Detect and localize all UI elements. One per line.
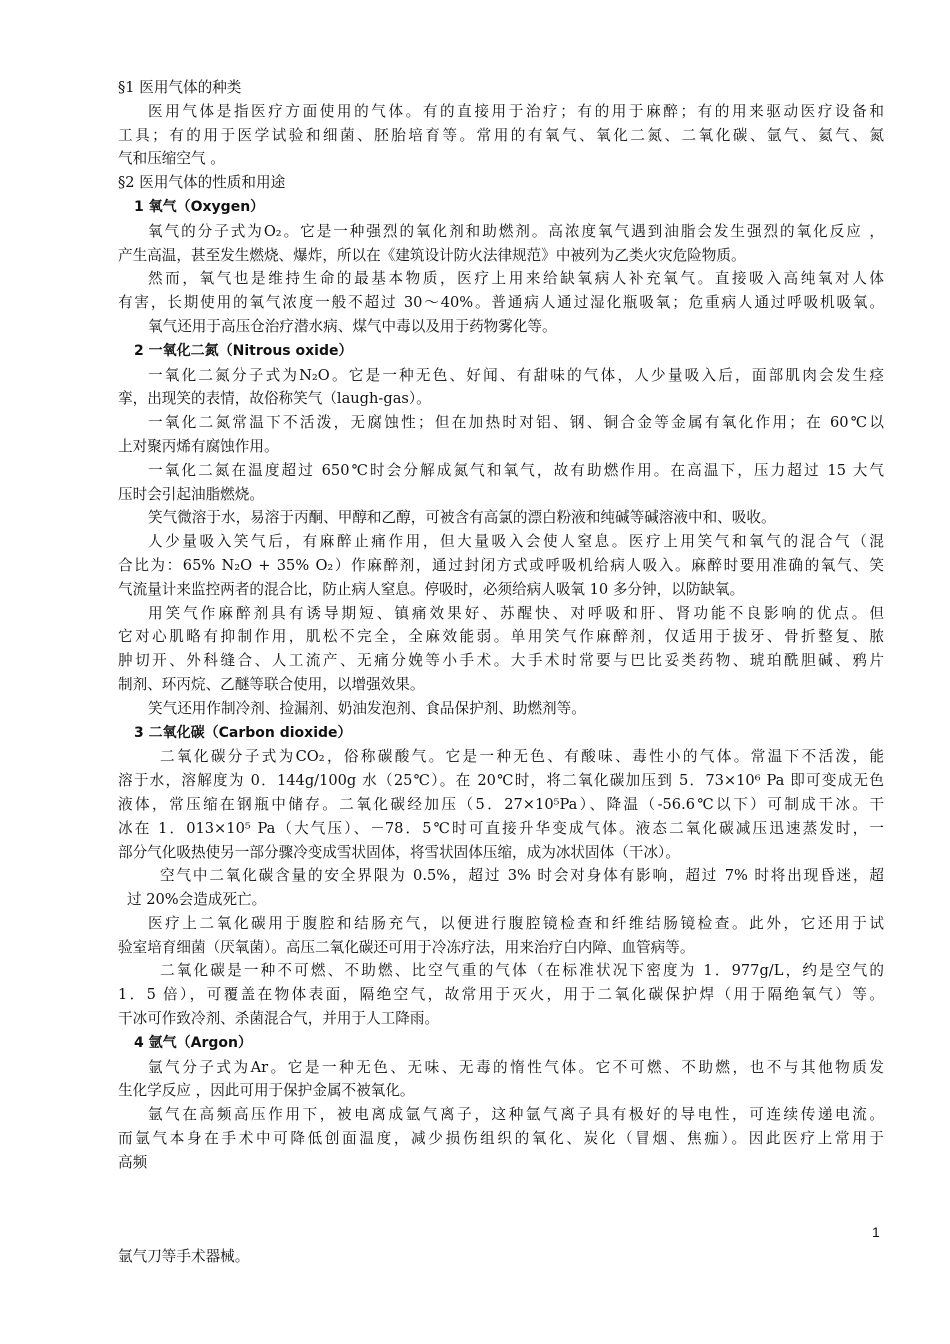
paragraph-line: 生化学反应 ，因此可用于保护金属不被氧化。	[118, 1082, 415, 1100]
paragraph-line: 挛，出现笑的表情，故俗称笑气（laugh-gas）。	[118, 390, 431, 408]
paragraph-line: 肿切开、外科缝合、人工流产、无痛分娩等小手术。大手术时常要与巴比妥类药物、琥珀酰胆碱、鸦片	[118, 652, 884, 670]
paragraph-line: 医疗上二氧化碳用于腹腔和结肠充气，以便进行腹腔镜检查和纤维结肠镜检查。此外，它还用于试	[148, 914, 884, 932]
paragraph-line: 工具；有的用于医学试验和细菌、胚胎培育等。常用的有氧气、氧化二氮、二氧化碳、氩气、氦气、氮	[118, 126, 884, 144]
section-heading-2: §2 医用气体的性质和用途	[118, 174, 286, 192]
paragraph-line: 部分气化吸热使另一部分骤冷变成雪状固体，将雪状固体压缩，成为冰状固体（干冰）。	[118, 843, 680, 861]
subheading-carbon-dioxide	[118, 721, 884, 746]
paragraph-line: 一氧化二氮常温下不活泼，无腐蚀性；但在加热时对铝、钢、铜合金等金属有氧化作用；在 60℃以	[148, 414, 884, 432]
paragraph-line: 氩气在高频高压作用下，被电离成氩气离子，这种氩气离子具有极好的导电性，可连续传递电流。	[148, 1106, 884, 1124]
paragraph-line: 空气中二氧化碳含量的安全界限为 0.5%，超过 3% 时会对身体有影响，超过 7% 时将出现昏迷，超	[160, 867, 884, 885]
paragraph-line: 而氩气本身在手术中可降低创面温度，减少损伤组织的氧化、炭化（冒烟、焦痂）。因此医疗上常用于	[118, 1130, 884, 1148]
document-body	[118, 76, 884, 1175]
subheading-text: 2 一氧化二氮（Nitrous oxide）	[134, 342, 353, 359]
paragraph-line: 干冰可作致冷剂、杀菌混合气，并用于人工降雨。	[118, 1010, 440, 1028]
paragraph-line: 然而，氧气也是维持生命的最基本物质，医疗上用来给缺氧病人补充氧气。直接吸入高纯氧对人体	[148, 270, 884, 288]
paragraph-line: 1．5 倍），可覆盖在物体表面，隔绝空气，故常用于灭火，用于二氧化碳保护焊（用于隔绝氧气）等。	[118, 986, 884, 1004]
paragraph-line: 产生高温，甚至发生燃烧、爆炸，所以在《建筑设计防火法律规范》中被列为乙类火灾危险物质。	[118, 246, 746, 264]
paragraph-line: 制剂、环丙烷、乙醚等联合使用，以增强效果。	[118, 675, 425, 693]
subheading-nitrous-oxide	[118, 339, 884, 364]
paragraph-line: 二氧化碳是一种不可燃、不助燃、比空气重的气体（在标准状况下密度为 1．977g/L，约是空气的	[160, 962, 884, 980]
paragraph-line: 液体，常压缩在钢瓶中储存。二氧化碳经加压（5．27×10⁵Pa）、降温（-56.6℃以下）可制成干冰。干	[118, 795, 884, 813]
subheading-text: 1 氧气（Oxygen）	[134, 198, 265, 215]
paragraph-line: 一氧化二氮分子式为N₂O。它是一种无色、好闻、有甜味的气体，人少量吸入后，面部肌肉会发生痉	[148, 366, 884, 384]
paragraph-line: 有害，长期使用的氧气浓度一般不超过 30～40%。普通病人通过湿化瓶吸氧；危重病人通过呼吸机吸氧。	[118, 294, 884, 312]
paragraph-line: 笑气还用作制冷剂、捡漏剂、奶油发泡剂、食品保护剂、助燃剂等。	[148, 699, 586, 717]
subheading-oxygen	[118, 195, 884, 220]
paragraph-line: 它对心肌略有抑制作用，肌松不完全，全麻效能弱。单用笑气作麻醉剂，仅适用于拔牙、骨折整复、脓	[118, 628, 884, 646]
paragraph-line: 笑气微溶于水，易溶于丙酮、甲醇和乙醇，可被含有高氯的漂白粉液和纯碱等碱溶液中和、吸收。	[148, 509, 776, 527]
paragraph-line: 一氧化二氮在温度超过 650℃时会分解成氮气和氧气，故有助燃作用。在高温下，压力超过 15 大气	[148, 461, 884, 479]
paragraph-line: 氩气分子式为Ar。它是一种无色、无味、无毒的惰性气体。它不可燃、不助燃，也不与其他物质发	[148, 1058, 884, 1076]
paragraph-line: 二氧化碳分子式为CO₂，俗称碳酸气。它是一种无色、有酸味、毒性小的气体。常温下不活泼，能	[160, 748, 884, 766]
paragraph-line: 验室培育细菌（厌氧菌）。高压二氧化碳还可用于冷冻疗法，用来治疗白内障、血管病等。	[118, 938, 695, 956]
paragraph-line: 过 20%会造成死亡。	[127, 891, 267, 909]
paragraph-line: 氧气的分子式为O₂。它是一种强烈的氧化剂和助燃剂。高浓度氧气遇到油脂会发生强烈的氧化反应 ，	[148, 222, 884, 240]
subheading-text: 4 氩气（Argon）	[134, 1034, 252, 1051]
paragraph-line: 上对聚丙烯有腐蚀作用。	[118, 437, 279, 455]
paragraph-line: 气和压缩空气 。	[118, 150, 225, 168]
subheading-text: 3 二氧化碳（Carbon dioxide）	[134, 724, 352, 741]
paragraph-line: 压时会引起油脂燃烧。	[118, 485, 264, 503]
paragraph-line: 医用气体是指医疗方面使用的气体。有的直接用于治疗；有的用于麻醉；有的用来驱动医疗设备和	[148, 102, 884, 120]
section-heading-1: §1 医用气体的种类	[118, 79, 242, 96]
paragraph-line: 溶于水，溶解度为 0．144g/100g 水（25℃）。在 20℃时，将二氧化碳加压到 5．73×10⁶ Pa 即可变成无色	[118, 772, 884, 790]
paragraph-line: 高频	[118, 1153, 148, 1171]
paragraph-line: 用笑气作麻醉剂具有诱导期短、镇痛效果好、苏醒快、对呼吸和肝、肾功能不良影响的优点。但	[148, 604, 884, 622]
subheading-argon	[118, 1031, 884, 1056]
paragraph-line: 合比为：65% N₂O + 35% O₂）作麻醉剂，通过封闭方式或呼吸机给病人吸入。麻醉时要用准确的氧气、笑	[118, 556, 884, 574]
paragraph-line: 氧气还用于高压仓治疗潜水病、煤气中毒以及用于药物雾化等。	[148, 317, 557, 335]
paragraph-line: 人少量吸入笑气后，有麻醉止痛作用，但大量吸入会使人窒息。医疗上用笑气和氧气的混合气（混	[148, 533, 884, 551]
paragraph-line: 气流量计来监控两者的混合比，防止病人窒息。停吸时，必须给病人吸氧 10 多分钟，以防缺氧。	[118, 580, 745, 598]
next-page-first-line: 氩气刀等手术器械。	[118, 1248, 250, 1265]
paragraph-line: 冰在 1．013×10⁵ Pa（大气压）、－78．5℃时可直接升华变成气体。液态二氧化碳减压迅速蒸发时，一	[118, 819, 884, 837]
page-number: 1	[872, 1224, 880, 1240]
